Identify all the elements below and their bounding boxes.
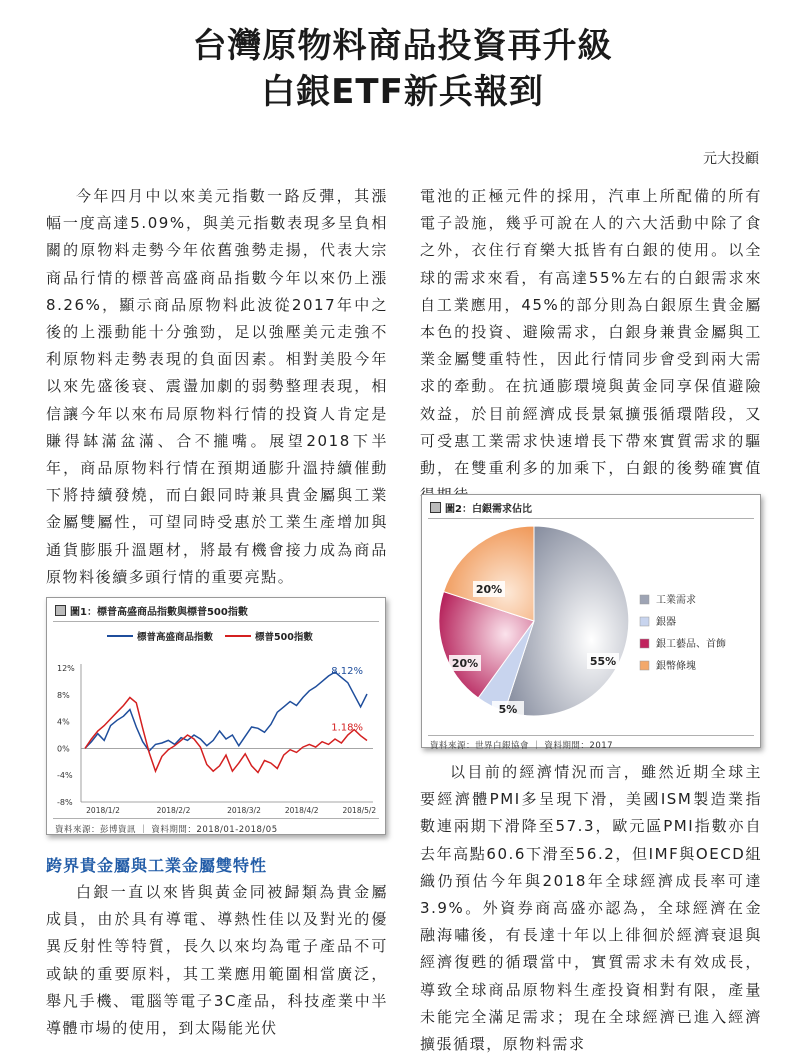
x-tick-label: 2018/2/2 xyxy=(156,806,191,814)
x-tick-label: 2018/4/2 xyxy=(284,806,319,814)
series-end-label: 1.18% xyxy=(331,722,363,734)
article-title-line2: 白銀ETF新兵報到 xyxy=(261,72,544,112)
figure-2-header xyxy=(422,495,760,518)
legend-label: 銀幣條塊 xyxy=(656,661,696,672)
series-line xyxy=(85,698,367,773)
figure-1-source: 資料來源：彭博資訊 ｜ 資料期間：2018/01-2018/05 xyxy=(55,825,278,835)
figure-2 xyxy=(421,494,761,751)
article-title-line1: 台灣原物料商品投資再升級 xyxy=(192,26,613,66)
x-tick-label: 2018/5/2 xyxy=(342,806,377,814)
right-column xyxy=(420,183,762,509)
y-tick-label: -8% xyxy=(57,798,73,807)
right-paragraph-1: 電池的正極元件的採用，汽車上所配備的所有電子設施，幾乎可說在人的六大活動中除了食之外，衣住行育樂大抵皆有白銀的使用。以全球的需求來看，有高達55%左右的白銀需求來自工業應用，45%的部分則為白銀原生貴金屬本色的投資、避險需求，白銀身兼貴金屬與工業金屬雙重特性，因此行情同步會受到兩大需求的牽動。在抗通膨環境與黃金同享保值避險效益，於目前經濟成長景氣擴張循環階段，又可受惠工業需求快速增長下帶來實質需求的驅動，在雙重利多的加乘下，白銀的後勢確實值 xyxy=(420,187,762,478)
legend-swatch xyxy=(640,661,649,670)
figure-2-caption: 圖2：白銀需求佔比 xyxy=(445,504,532,515)
figure-icon xyxy=(430,502,441,513)
legend-label: 銀器 xyxy=(656,617,676,628)
figure-2-source: 資料來源：世界白銀協會 ｜ 資料期間：2017 xyxy=(430,741,614,751)
legend-label: 工業需求 xyxy=(656,595,696,606)
left-column-lower xyxy=(46,879,388,1042)
data-label: 20% xyxy=(451,657,479,670)
figure-1-caption: 圖1：標普高盛商品指數與標普500指數 xyxy=(70,607,248,618)
y-tick-label: 8% xyxy=(57,690,70,700)
left-paragraph-1: 今年四月中以來美元指數一路反彈，其漲幅一度高達5.09%，與美元指數表現多呈負相關的原物料走勢今年依舊強勢走揚，代表大宗商品行情的標普高盛商品指數今年以來仍上漲8.26%，顯示商品原物料此波從2017年中之後的上漲動能十分強勁，足以強壓美元走強不利原物料走勢表現的負面因素。相對美股今年以來先盛後衰、震盪加劇的弱勢整理表現，相信讓今年以來布局原物料行情的投資人肯定是賺得缽滿盆滿、合不攏嘴。展望2018下半年，商品原物料行情在預期通膨升溫持續催動下將持續發燒，而白銀同時兼具貴金屬與工業金屬雙屬性，可望同時受惠於工業生產增加與通貨膨脹升溫題材，將最有機會接力成為商品原物料後續多頭行情的重要亮點。 xyxy=(46,187,388,586)
y-tick-label: 4% xyxy=(57,717,70,727)
left-paragraph-2: 白銀一直以來皆與黃金同被歸類為貴金屬成員，由於具有導電、導熱性佳以及對光的優異反射性等特質，長久以來均為電子產品不可或缺的重要原料，其工業應用範圍相當廣泛，舉凡手機、電腦等電子3C產品，科技產業中半導體市場的使用，到太陽能光伏 xyxy=(46,883,388,1038)
x-tick-label: 2018/3/2 xyxy=(227,806,261,814)
legend-swatch xyxy=(640,595,649,604)
left-column xyxy=(46,183,388,591)
y-tick-label: 12% xyxy=(57,664,75,673)
data-label: 55% xyxy=(589,655,617,668)
author-byline: 元大投顧 xyxy=(703,151,759,167)
series-line xyxy=(85,672,367,751)
right-paragraph-2: 以目前的經濟情況而言，雖然近期全球主要經濟體PMI多呈現下滑，美國ISM製造業指數連兩期下滑降至57.3，歐元區PMI指數亦自去年高點60.6下滑至56.2，但IMF與OECD組織仍預估今年與2018年全球經濟成長率可達3.9%。外資券商高盛亦認為，全球經濟在金融海嘯後，有長達十年以上徘徊於經濟衰退與經濟復甦的循環當中，實質需求未有效成長，導致全球商品原物料生產投資相對有限，產量未能完全滿足需求；現在全球經濟已進入經濟擴張循環，原物料需求 xyxy=(420,763,762,1054)
legend-swatch xyxy=(640,617,649,626)
series-end-label: 8.12% xyxy=(331,665,363,677)
legend-swatch xyxy=(640,639,649,648)
x-tick-label: 2018/1/2 xyxy=(86,806,120,814)
right-column-lower xyxy=(420,759,762,1058)
data-label: 20% xyxy=(475,583,503,596)
section-subheading: 跨界貴金屬與工業金屬雙特性 xyxy=(46,856,268,875)
figure-1 xyxy=(46,597,386,835)
legend-label: 標普500指數 xyxy=(255,632,313,643)
y-tick-label: -4% xyxy=(57,771,73,781)
figure-icon xyxy=(55,605,66,616)
legend-label: 銀工藝品、首飾 xyxy=(656,639,726,650)
line-chart xyxy=(47,622,383,814)
figure-1-header xyxy=(47,598,385,621)
pie-chart xyxy=(422,519,758,731)
data-label: 5% xyxy=(498,703,518,716)
legend-label: 標普高盛商品指數 xyxy=(137,632,214,643)
y-tick-label: 0% xyxy=(57,744,70,754)
